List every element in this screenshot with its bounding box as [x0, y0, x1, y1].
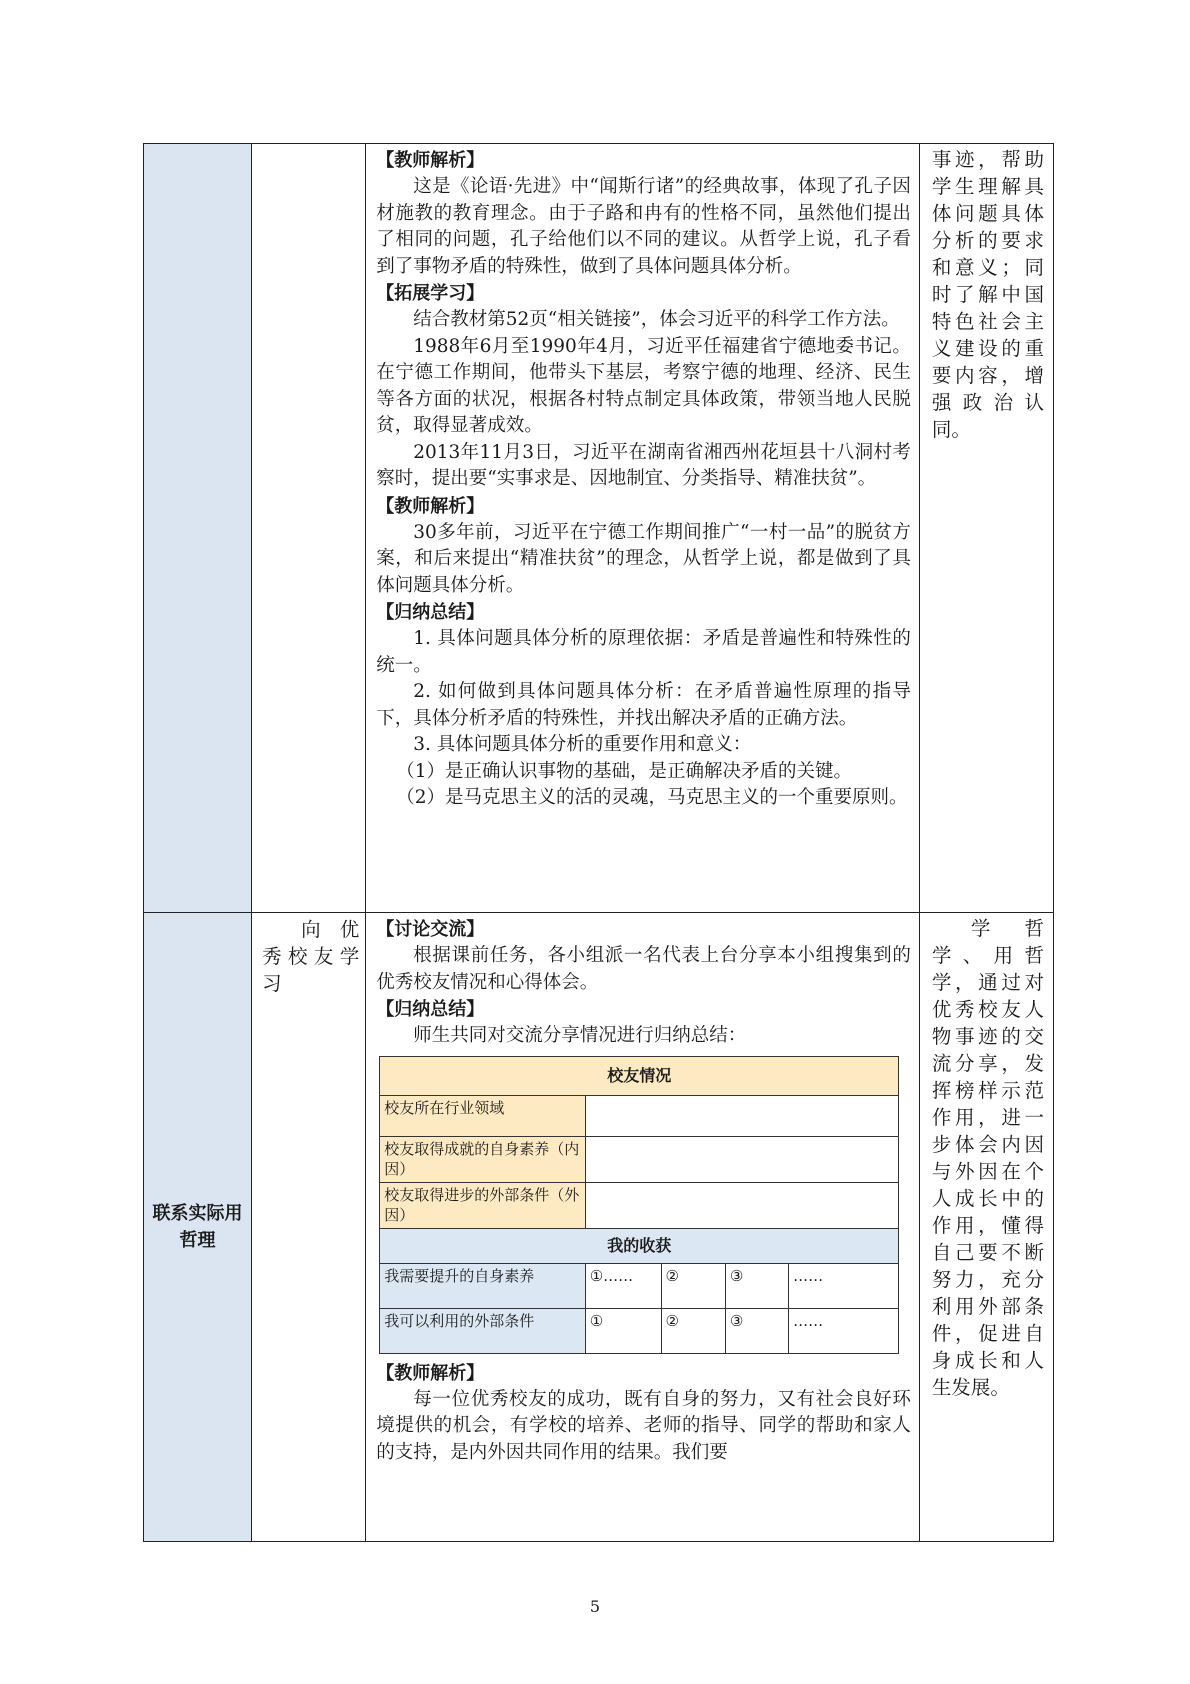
paragraph: 1. 具体问题具体分析的原理依据：矛盾是普遍性和特殊性的统一。: [376, 628, 911, 676]
design-intent: 学哲学、用哲学，通过对优秀校友人物事迹的交流分享，发挥榜样示范作用，进一步体会内因与外因在个人成长中的作用，懂得自己要不断努力，充分利用外部条件，促进自身成长和人生发展。: [931, 917, 1044, 1399]
paragraph: 结合教材第52页“相关链接”，体会习近平的科学工作方法。: [413, 309, 900, 330]
gains-cell: ②: [661, 1308, 725, 1353]
stage-cell: [144, 144, 252, 913]
paragraph: 2. 如何做到具体问题具体分析：在矛盾普遍性原理的指导下，具体分析矛盾的特殊性，并找出解决矛盾的正确方法。: [376, 681, 911, 729]
alumni-row-label: 校友所在行业领域: [380, 1095, 586, 1136]
paragraph: 30多年前，习近平在宁德工作期间推广“一村一品”的脱贫方案，和后来提出“精准扶贫”的理念，从哲学上说，都是做到了具体问题具体分析。: [376, 521, 911, 596]
activity-cell: [252, 913, 366, 1542]
activity-cell: [252, 144, 366, 913]
paragraph: 师生共同对交流分享情况进行归纳总结：: [413, 1025, 747, 1046]
gains-cell: ①……: [585, 1263, 661, 1308]
gains-cell: ……: [789, 1263, 899, 1308]
lesson-plan-table: [143, 143, 1054, 1542]
alumni-blank-cell: [585, 1095, 899, 1136]
paragraph: 每一位优秀校友的成功，既有自身的努力，又有社会良好环境提供的机会，有学校的培养、老师的指导、同学的帮助和家人的支持，是内外因共同作用的结果。我们要: [376, 1388, 911, 1463]
alumni-table: [379, 1056, 899, 1354]
section-heading: 【拓展学习】: [376, 283, 485, 304]
stage-cell: [144, 913, 252, 1542]
paragraph: 1988年6月至1990年4月，习近平任福建省宁德地委书记。在宁德工作期间，他带头下基层，考察宁德的地理、经济、民生等各方面的状况，根据各村特点制定具体政策，带领当地人民脱贫，取得显著成效。: [376, 335, 911, 436]
gains-row-label: 我可以利用的外部条件: [380, 1308, 586, 1353]
gains-cell: ②: [661, 1263, 725, 1308]
gains-cell: ……: [789, 1308, 899, 1353]
alumni-row-label: 校友取得成就的自身素养（内因）: [380, 1136, 586, 1182]
page-number: 5: [589, 1597, 601, 1616]
gains-cell: ③: [725, 1308, 788, 1353]
table-row: [144, 913, 1054, 1542]
intent-cell: [919, 144, 1053, 913]
paragraph: 这是《论语·先进》中“闻斯行诸”的经典故事，体现了孔子因材施教的教育理念。由于子路和冉有的性格不同，虽然他们提出了相同的问题，孔子给他们以不同的建议。从哲学上说，孔子看到了事物矛盾的特殊性，做到了具体问题具体分析。: [376, 176, 911, 277]
alumni-caption: 校友情况: [380, 1056, 899, 1095]
content-cell: [366, 144, 920, 913]
section-heading: 【教师解析】: [376, 495, 485, 517]
section-heading: 【归纳总结】: [376, 999, 485, 1020]
alumni-blank-cell: [585, 1182, 899, 1228]
gains-caption: 我的收获: [380, 1228, 899, 1263]
section-heading: 【归纳总结】: [376, 602, 485, 623]
gains-row-label: 我需要提升的自身素养: [380, 1263, 586, 1308]
paragraph: 根据课前任务，各小组派一名代表上台分享本小组搜集到的优秀校友情况和心得体会。: [376, 945, 911, 993]
paragraph: （2）是马克思主义的活的灵魂，马克思主义的一个重要原则。: [396, 787, 908, 808]
stage-label: 联系实际用哲理: [152, 1203, 243, 1251]
section-heading: 【讨论交流】: [376, 919, 485, 940]
paragraph: （1）是正确认识事物的基础，是正确解决矛盾的关键。: [396, 760, 853, 782]
design-intent: 事迹，帮助学生理解具体问题具体分析的要求和意义；同时了解中国特色社会主义建设的重要内容，增强政治认同。: [931, 148, 1044, 441]
activity-label: 向优秀校友学习: [262, 918, 360, 995]
section-heading: 【教师解析】: [376, 1362, 485, 1384]
alumni-blank-cell: [585, 1136, 899, 1182]
content-cell: [366, 913, 920, 1542]
paragraph: 3. 具体问题具体分析的重要作用和意义：: [413, 734, 752, 755]
paragraph: 2013年11月3日，习近平在湖南省湘西州花垣县十八洞村考察时，提出要“实事求是、因地制宜、分类指导、精准扶贫”。: [376, 441, 911, 489]
gains-cell: ①: [585, 1308, 661, 1353]
table-row: [144, 144, 1054, 913]
gains-cell: ③: [725, 1263, 788, 1308]
alumni-row-label: 校友取得进步的外部条件（外因）: [380, 1182, 586, 1228]
section-heading: 【教师解析】: [376, 150, 485, 171]
intent-cell: [919, 913, 1053, 1542]
